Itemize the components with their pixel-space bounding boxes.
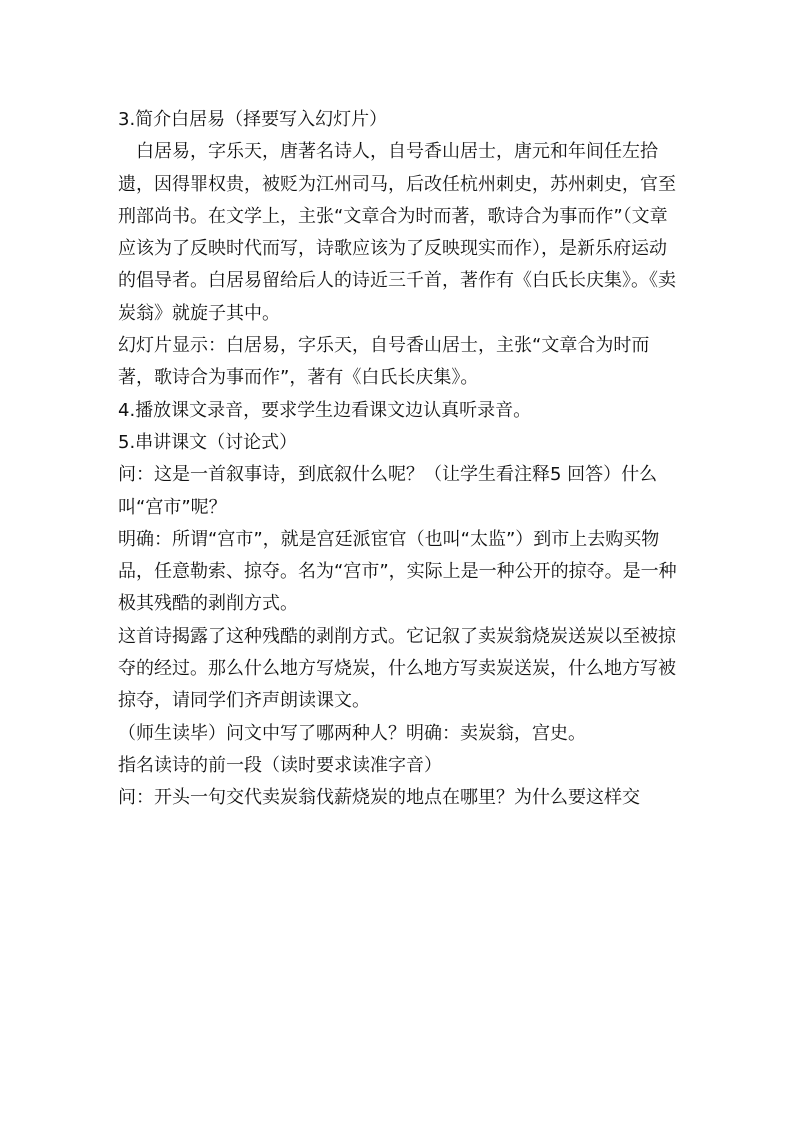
answer-paragraph-1: 明确：所谓“宫市”，就是宫廷派宦官（也叫“太监”）到市上去购买物品，任意勒索、掠夺。名为“宫市”，实际上是一种公开的掠夺。是一种极其残酷的剥削方式。	[118, 528, 677, 615]
slide-content-paragraph: 幻灯片显示：白居易，字乐天，自号香山居士，主张“文章合为时而著，歌诗合为事而作”，著有《白氏长庆集》。	[118, 335, 650, 389]
question-paragraph-1: 问：这是一首叙事诗，到底叙什么呢？（让学生看注释5 回答）什么叫“宫市”呢？	[118, 464, 658, 518]
bai-juyi-biography-paragraph: 白居易，字乐天，唐著名诗人，自号香山居士，唐元和年间任左拾遗，因得罪权贵，被贬为江州司马，后改任杭州刺史，苏州刺史，官至刑部尚书。在文学上，主张“文章合为时而著，歌诗合为事而作”（文章应该为了反映时代而写，诗歌应该为了反映现实而作），是新乐府运动的倡导者。白居易留给后人的诗近三千首，著作有《白氏长庆集》。《卖炭翁》就旋子其中。	[118, 141, 676, 324]
section-heading-3: 3.简介白居易（择要写入幻灯片）	[118, 109, 388, 130]
section-heading-5: 5.串讲课文（讨论式）	[118, 431, 298, 453]
section-heading-4: 4.播放课文录音，要求学生边看课文边认真听录音。	[118, 399, 532, 421]
poem-summary-paragraph: 这首诗揭露了这种残酷的剥削方式。它记叙了卖炭翁烧炭送炭以至被掠夺的经过。那么什么地方写烧炭，什么地方写卖炭送炭，什么地方写被掠夺，请同学们齐声朗读课文。	[118, 625, 676, 712]
question-answer-paragraph-2: （师生读毕）问文中写了哪两种人？明确：卖炭翁，宫史。	[118, 722, 586, 744]
question-paragraph-3: 问：开头一句交代卖炭翁伐薪烧炭的地点在哪里？为什么要这样交	[118, 787, 640, 809]
reading-instruction-paragraph: 指名读诗的前一段（读时要求读准字音）	[118, 754, 442, 776]
document-body	[118, 104, 678, 815]
